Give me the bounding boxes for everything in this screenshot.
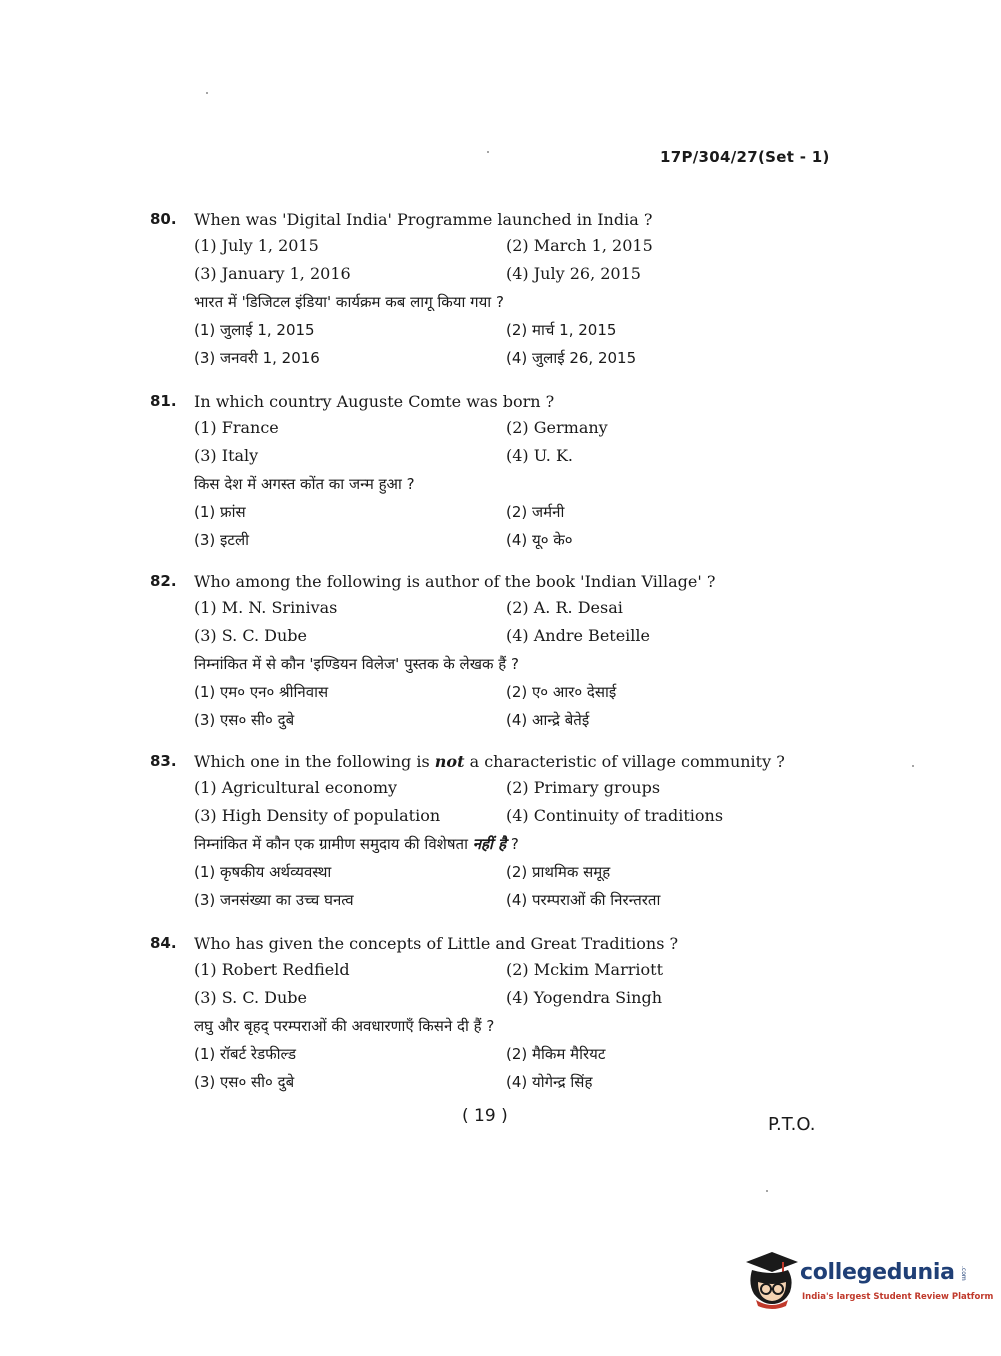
option-en: (3) High Density of population — [194, 806, 441, 825]
option-hi: (1) रॉबर्ट रेडफील्ड — [194, 1045, 297, 1063]
option-hi: (2) जर्मनी — [506, 503, 565, 521]
option-en: (2) Germany — [506, 418, 608, 437]
option-hi: (1) जुलाई 1, 2015 — [194, 321, 315, 339]
option-hi: (2) मैकिम मैरियट — [506, 1045, 606, 1063]
question-84 — [150, 934, 790, 1100]
option-en: (2) A. R. Desai — [506, 598, 623, 617]
option-en: (3) January 1, 2016 — [194, 264, 351, 283]
question-text-en: Which one in the following is not a characteristic of village community ? — [194, 752, 785, 771]
option-en: (4) U. K. — [506, 446, 573, 465]
logo-tagline: India's largest Student Review Platform — [802, 1292, 994, 1302]
question-text-en: In which country Auguste Comte was born ? — [194, 392, 555, 411]
option-en: (4) July 26, 2015 — [506, 264, 641, 283]
scan-speck — [487, 151, 489, 153]
question-text-hi: निम्नांकित में कौन एक ग्रामीण समुदाय की विशेषता नहीं है ? — [194, 835, 519, 853]
pto-label: P.T.O. — [768, 1114, 816, 1135]
option-en: (4) Continuity of traditions — [506, 806, 724, 825]
question-text-hi: लघु और बृहद् परम्पराओं की अवधारणाएँ किसने दी हैं ? — [194, 1017, 495, 1035]
option-hi: (3) जनसंख्या का उच्च घनत्व — [194, 891, 354, 909]
option-hi: (4) आन्द्रे बेतेई — [506, 711, 590, 729]
logo-wordmark: collegedunia — [800, 1260, 955, 1285]
option-en: (1) France — [194, 418, 279, 437]
question-text-en: When was 'Digital India' Programme launched in India ? — [194, 210, 653, 229]
question-83 — [150, 752, 790, 918]
paper-code: 17P/304/27(Set - 1) — [660, 148, 830, 166]
option-hi: (3) जनवरी 1, 2016 — [194, 349, 320, 367]
question-80 — [150, 210, 790, 376]
question-number: 80. — [150, 210, 177, 228]
option-hi: (4) परम्पराओं की निरन्तरता — [506, 891, 661, 909]
scan-speck — [766, 1190, 768, 1192]
option-en: (1) Robert Redfield — [194, 960, 350, 979]
question-text-hi: निम्नांकित में से कौन 'इण्डियन विलेज' पुस्तक के लेखक हैं ? — [194, 655, 519, 673]
logo-suffix: .com — [960, 1266, 967, 1281]
question-text-en: Who has given the concepts of Little and Great Traditions ? — [194, 934, 679, 953]
question-number: 82. — [150, 572, 177, 590]
question-82 — [150, 572, 790, 738]
option-hi: (3) इटली — [194, 531, 249, 549]
question-text-hi: किस देश में अगस्त कोंत का जन्म हुआ ? — [194, 475, 415, 493]
question-text-en: Who among the following is author of the book 'Indian Village' ? — [194, 572, 716, 591]
option-en: (4) Yogendra Singh — [506, 988, 663, 1007]
collegedunia-logo — [742, 1248, 994, 1318]
page-number: ( 19 ) — [462, 1106, 508, 1126]
option-en: (3) S. C. Dube — [194, 626, 307, 645]
emphasis-not: not — [434, 752, 465, 771]
option-hi: (2) ए० आर० देसाई — [506, 683, 617, 701]
option-hi: (1) कृषकीय अर्थव्यवस्था — [194, 863, 332, 881]
option-en: (3) S. C. Dube — [194, 988, 307, 1007]
option-en: (2) Primary groups — [506, 778, 661, 797]
scan-speck — [912, 765, 914, 767]
question-number: 84. — [150, 934, 177, 952]
question-text-hi: भारत में 'डिजिटल इंडिया' कार्यक्रम कब लागू किया गया ? — [194, 293, 504, 311]
option-hi: (3) एस० सी० दुबे — [194, 711, 295, 729]
option-hi: (2) प्राथमिक समूह — [506, 863, 611, 881]
emphasis-nahin: नहीं है — [472, 835, 507, 853]
option-hi: (1) फ्रांस — [194, 503, 246, 521]
option-hi: (3) एस० सी० दुबे — [194, 1073, 295, 1091]
option-en: (1) Agricultural economy — [194, 778, 398, 797]
option-en: (3) Italy — [194, 446, 259, 465]
option-hi: (2) मार्च 1, 2015 — [506, 321, 617, 339]
option-hi: (4) यू० के० — [506, 531, 573, 549]
option-en: (1) M. N. Srinivas — [194, 598, 338, 617]
option-en: (4) Andre Beteille — [506, 626, 650, 645]
question-number: 81. — [150, 392, 177, 410]
scan-speck — [206, 92, 208, 94]
option-hi: (1) एम० एन० श्रीनिवास — [194, 683, 329, 701]
option-en: (2) March 1, 2015 — [506, 236, 653, 255]
graduate-mascot-icon — [742, 1248, 800, 1310]
option-hi: (4) योगेन्द्र सिंह — [506, 1073, 593, 1091]
option-hi: (4) जुलाई 26, 2015 — [506, 349, 637, 367]
question-number: 83. — [150, 752, 177, 770]
option-en: (1) July 1, 2015 — [194, 236, 319, 255]
option-en: (2) Mckim Marriott — [506, 960, 663, 979]
question-81 — [150, 392, 790, 558]
